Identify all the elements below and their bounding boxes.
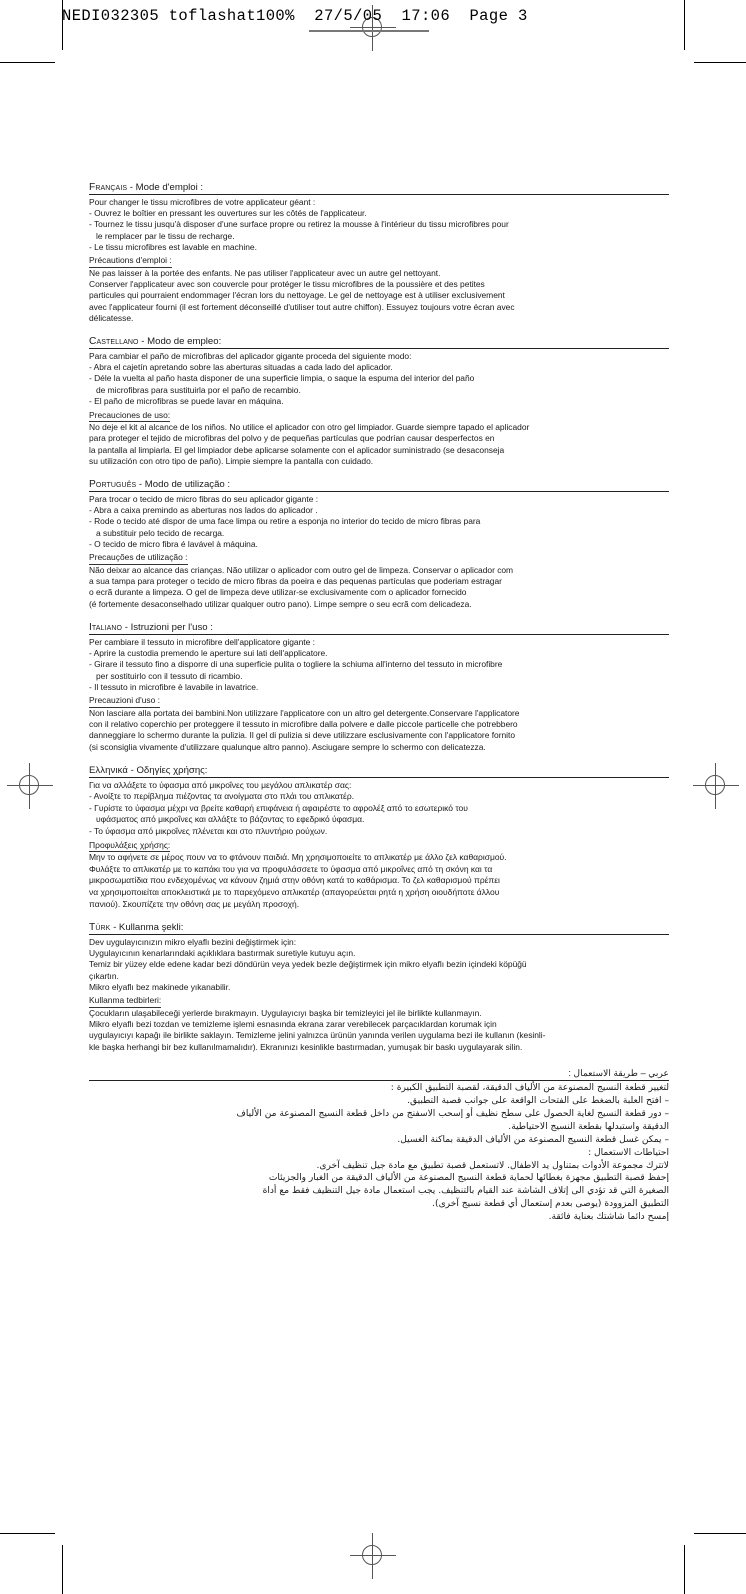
instruction-line: su utilización con otro tipo de paño). Limpie siempre la pantalla con cuidado. [89, 455, 374, 466]
subheading-row [89, 253, 669, 267]
language-heading-francais [89, 182, 669, 195]
registration-mark-circle [705, 775, 725, 795]
instruction-line: να χρησιμοποιείται αποκλειστικά με το παρεχόμενο απλικατέρ (απαγορεύεται ρητά η χρήση οιουδήποτε άλλου [89, 886, 500, 897]
precautions-subheading: Precauzioni d'uso : [89, 695, 160, 707]
crop-mark-bottom-left-horizontal [0, 1533, 55, 1534]
registration-mark-right [693, 763, 739, 809]
precautions-subheading: Precauciones de uso: [89, 410, 170, 422]
language-title-portugues: - Modo de utilização : [136, 479, 231, 491]
instruction-line: - Il tessuto in microfibre è lavabile in lavatrice. [89, 682, 259, 693]
language-section-ellinika [89, 765, 669, 910]
instruction-line-arabic: لتغيير قطعة النسيج المصنوعة من الألياف الدقيقة، لقصبة التطبيق الكبيرة : [390, 1083, 669, 1094]
language-section-turk [89, 922, 669, 1053]
language-section-francais [89, 182, 669, 324]
instruction-line: Para cambiar el paño de microfibras del aplicador gigante proceda del siguiente modo: [89, 350, 412, 361]
instruction-line: Pour changer le tissu microfibres de votre applicateur géant : [89, 196, 316, 207]
crop-mark-top-right-vertical [684, 0, 685, 50]
language-title-castellano: - Modo de empleo: [138, 336, 222, 348]
instruction-line-arabic: إحفظ قصبة التطبيق مجهزة بغطائها لحماية قطعة النسيج المصنوعة من الألياف الدقيقة من الغبار والجزيئات [268, 1173, 669, 1184]
language-name-castellano: Castellano [89, 336, 139, 348]
instruction-line: Per cambiare il tessuto in microfibre dell'applicatore gigante : [89, 636, 315, 647]
registration-mark-circle [362, 1545, 382, 1565]
instruction-line: - Le tissu microfibres est lavable en machine. [89, 241, 257, 252]
precautions-subheading: Précautions d'emploi : [89, 255, 172, 267]
language-heading-arabic: عربي – طريقة الاستعمال : [89, 1067, 669, 1081]
instruction-line: - Tournez le tissu jusqu'à disposer d'une surface propre ou retirez la mousse à l'intérieur du tissu microfibres pour [89, 219, 509, 230]
instruction-line: Çocukların ulaşabileceği yerlerde bırakmayın. Uygulayıcıyı başka bir temizleyici jel ile birlikte kullanmayın. [89, 1007, 482, 1018]
language-name-francais: Français [89, 182, 128, 193]
language-section-arabic [89, 1067, 669, 1224]
instruction-line: - Abra el cajetín apretando sobre las aberturas situadas a cada lado del aplicador. [89, 362, 393, 373]
language-title-ellinika: - Οδηγίες χρήσης: [127, 765, 208, 777]
instruction-line: Conserver l'applicateur avec son couvercle pour protéger le tissu microfibres de la poussière et des petites [89, 278, 485, 289]
language-heading-turk [89, 922, 669, 935]
language-section-portugues [89, 479, 669, 610]
subheading-row [89, 408, 669, 422]
instruction-line: - Ανοίξτε το περίβλημα πιέζοντας τα ανοίγματα στο πλάι του απλικατέρ. [89, 791, 354, 802]
language-name-ellinika: Ελληνικά [89, 765, 128, 777]
instruction-line: Não deixar ao alcance das crianças. Não utilizar o aplicador com outro gel de limpeza. Conservar o aplicador com [89, 564, 514, 575]
instruction-line: çıkartın. [89, 970, 119, 981]
instruction-line-arabic: التطبيق المزوودة (يوصى بعدم إستعمال أي قطعة نسيج آخرى). [432, 1199, 669, 1210]
instruction-line-arabic: – يمكن غسل قطعة النسيج المصنوعة من الألياف الدقيقة بماكنة الغسيل. [397, 1134, 669, 1145]
instruction-line-arabic: إمسح دائما شاشتك بعناية فائقة. [548, 1212, 669, 1223]
instruction-line: kle başka herhangi bir bez kullanılmamalıdır). Ekranınızı kesinlikle bastırmadan, yumuşak bir baskı uygulayarak silin. [89, 1041, 523, 1052]
instruction-line: - Το ύφασμα από μικροΐνες πλένεται και στο πλυντήριο ρούχων. [89, 825, 328, 836]
registration-mark-left [7, 763, 53, 809]
instruction-line: o ecrã durante a limpeza. O gel de limpeza deve utilizar-se exclusivamente com o aplicador fornecido [89, 587, 467, 598]
language-heading-castellano [89, 336, 669, 349]
language-name-turk: Türk [89, 922, 111, 934]
language-heading-ellinika [89, 765, 669, 778]
instruction-line: - El paño de microfibras se puede lavar en máquina. [89, 396, 284, 407]
registration-mark-bottom [350, 1533, 396, 1579]
subheading-row [89, 693, 669, 707]
instruction-line: particules qui pourraient endommager l'écran lors du nettoyage. Le gel de nettoyage est à utiliser exclusivement [89, 290, 505, 301]
instruction-line: - Aprire la custodia premendo le aperture sui lati dell'applicatore. [89, 648, 328, 658]
language-section-castellano [89, 336, 669, 467]
instruction-line: per sostituirlo con il tessuto di ricambio. [96, 670, 243, 681]
instruction-line: Uygulayıcının kenarlarındaki açıklıklara bastırmak suretiyle kutuyu açın. [89, 947, 356, 958]
instruction-line: υφάσματος από μικροΐνες και αλλάξτε το βάζοντας το εφεδρικό ύφασμα. [96, 814, 365, 825]
instruction-content [89, 182, 669, 1224]
instruction-line: (si sconsiglia vivamente d'utilizzare qualunque altro panno). Asciugare sempre lo schermo con delicatezza. [89, 741, 486, 752]
subheading-row [89, 550, 669, 564]
instruction-line-arabic: الصغيرة التي قد تؤدي الى إتلاف الشاشة عند القيام بالتنظيف. يجب استعمال مادة جيل التنظيف فقط مع أداة [262, 1186, 669, 1197]
instruction-line: - Abra a caixa premindo as aberturas nos lados do aplicador . [89, 505, 318, 516]
crop-mark-bottom-right-horizontal [694, 1533, 746, 1534]
language-heading-portugues [89, 479, 669, 492]
instruction-line: uygulayıcıyı kapağı ile birlikte saklayın. Temizleme jelini yalnızca ürünün yanında verilen uygulama bezi ile kullanın (kesinli- [89, 1030, 546, 1041]
instruction-line: - Girare il tessuto fino a disporre di una superficie pulita o togliere la schiuma all'interno del tessuto in microfibre [89, 659, 503, 670]
instruction-line: Ne pas laisser à la portée des enfants. Ne pas utiliser l'applicateur avec un autre gel nettoyant. [89, 267, 441, 278]
instruction-line: Mikro elyaflı bez makinede yıkanabilir. [89, 982, 231, 992]
instruction-line: No deje el kit al alcance de los niños. No utilice el aplicador con otro gel limpiador. Guarde siempre tapado el aplicador [89, 421, 530, 432]
instruction-line: - O tecido de micro fibra é lavável à máquina. [89, 539, 258, 550]
instruction-line: Μην το αφήνετε σε μέρος πουν να το φτάνουν παιδιά. Μη χρησιμοποιείτε το απλικατέρ με άλλο ζελ καθαρισμού. [89, 852, 507, 863]
instruction-line: - Déle la vuelta al paño hasta disponer de una superficie limpia, o saque la espuma del interior del paño [89, 373, 475, 384]
instruction-line: (é fortemente desaconselhado utilizar qualquer outro pano). Limpe sempre o seu ecrã com delicadeza. [89, 598, 472, 609]
language-heading-italiano [89, 622, 669, 635]
crop-mark-top-left-horizontal [0, 62, 55, 63]
language-name-portugues: Português [89, 479, 137, 491]
instruction-line: Dev uygulayıcınızın mikro elyaflı bezini değiştirmek için: [89, 936, 297, 947]
instruction-line-arabic: – دور قطعة النسيج لغاية الحصول على سطح نظيف أو إسحب الاسفنج من داخل قطعة النسيج المصنوعة من الألياف [236, 1108, 669, 1119]
instruction-line-arabic: الدقيقة واستبدلها بقطعة النسيج الاحتياطية. [508, 1121, 669, 1132]
instruction-line-arabic: – افتح العلبة بالضغط على الفتحات الواقعة على جوانب قصبة التطبيق. [407, 1095, 669, 1106]
instruction-line: πανιού). Σκουπίζετε την οθόνη σας με μεγάλη προσοχή. [89, 898, 300, 909]
crop-mark-bottom-left-vertical [62, 1545, 63, 1594]
instruction-line: Temiz bir yüzey elde edene kadar bezi döndürün veya yedek bezle değiştirmek için mikro elyaflı bezin içindeki köpüğü [89, 959, 527, 970]
instruction-line: a sua tampa para proteger o tecido de micro fibras da poeira e das pequenas partículas que poderiam estragar [89, 576, 502, 587]
instruction-line: a substituir pelo tecido de recarga. [96, 527, 225, 538]
subheading-row [89, 993, 669, 1007]
instruction-line: con il relativo coperchio per proteggere il tessuto in microfibre dalla polvere e dalle piccole particelle che potrebbero [89, 719, 518, 730]
language-section-italiano [89, 622, 669, 753]
instruction-line: - Rode o tecido até dispor de uma face limpa ou retire a esponja no interior do tecido de micro fibras para [89, 516, 481, 527]
precautions-subheading: Kullanma tedbirleri: [89, 995, 161, 1007]
instruction-line: Mikro elyaflı bezi tozdan ve temizleme işlemi esnasında ekrana zarar verebilecek parçacıklardan korumak için [89, 1019, 497, 1030]
precautions-subheading: Precauções de utilização : [89, 552, 188, 564]
instruction-line: Για να αλλάξετε το ύφασμα από μικροΐνες του μεγάλου απλικατέρ σας: [89, 779, 352, 790]
crop-mark-bottom-right-vertical [684, 1545, 685, 1594]
instruction-line-arabic: لاتترك مجموعة الأدوات بمتناول يد الاطفال. لاتستعمل قصبة تطبيق مع مادة جيل تنظيف آخرى. [316, 1160, 669, 1171]
precautions-subheading-arabic: احتياطات الاستعمال : [588, 1147, 669, 1158]
instruction-line: - Γυρίστε το ύφασμα μέχρι να βρείτε καθαρή επιφάνεια ή αφαιρέστε το αφρολέξ από το εσωτερικό του [89, 802, 468, 813]
registration-mark-circle [19, 775, 39, 795]
language-title-francais: - Mode d'emploi : [127, 182, 204, 193]
instruction-line: - Ouvrez le boîtier en pressant les ouvertures sur les côtés de l'applicateur. [89, 207, 367, 218]
printer-slug-underline [309, 30, 429, 32]
instruction-line: Para trocar o tecido de micro fibras do seu aplicador gigante : [89, 493, 319, 504]
instruction-line: avec l'applicateur fourni (il est fortement déconseillé d'utiliser tout autre chiffon). Essuyez toujours votre écran avec [89, 301, 515, 312]
instruction-line: danneggiare lo schermo durante la pulizia. Il gel di pulizia si deve utilizzare esclusivamente con l'applicatore fornito [89, 730, 516, 741]
language-title-italiano: - Istruzioni per l'uso : [122, 622, 213, 634]
instruction-line: délicatesse. [89, 312, 134, 323]
instruction-line: Non lasciare alla portata dei bambini.Non utilizzare l'applicatore con un altro gel detergente.Conservare l'applicatore [89, 707, 520, 718]
subheading-row [89, 838, 669, 853]
instruction-line: de microfibras para sustituirla por el paño de recambio. [96, 384, 301, 395]
instruction-line: μικροσωματίδια που ενδεχομένως να κάνουν ζημιά στην οθόνη κατά το καθάρισμα. Το ζελ καθαρισμού πρέπει [89, 875, 500, 886]
precautions-subheading: Προφυλάξεις χρήσης: [89, 840, 170, 853]
instruction-line: le remplacer par le tissu de recharge. [96, 230, 235, 241]
language-name-italiano: Italiano [89, 622, 123, 634]
language-title-turk: - Kullanma şekli: [110, 922, 184, 934]
printer-slug-line: NEDI032305 toflashat100% 27/5/05 17:06 Page 3 [62, 7, 528, 25]
instruction-line: la pantalla al limpiarla. El gel limpiador debe aplicarse solamente con el aplicador suministrado (se desaconseja [89, 444, 505, 455]
crop-mark-top-right-horizontal [694, 62, 746, 63]
instruction-line: Φυλάξτε το απλικατέρ με το καπάκι του για να προφυλάσσετε το ύφασμα από μικροΐνες από τη σκόνη και τα [89, 863, 493, 874]
instruction-line: para proteger el tejido de microfibras del polvo y de pequeñas partículas que podrían causar desperfectos en [89, 433, 495, 444]
